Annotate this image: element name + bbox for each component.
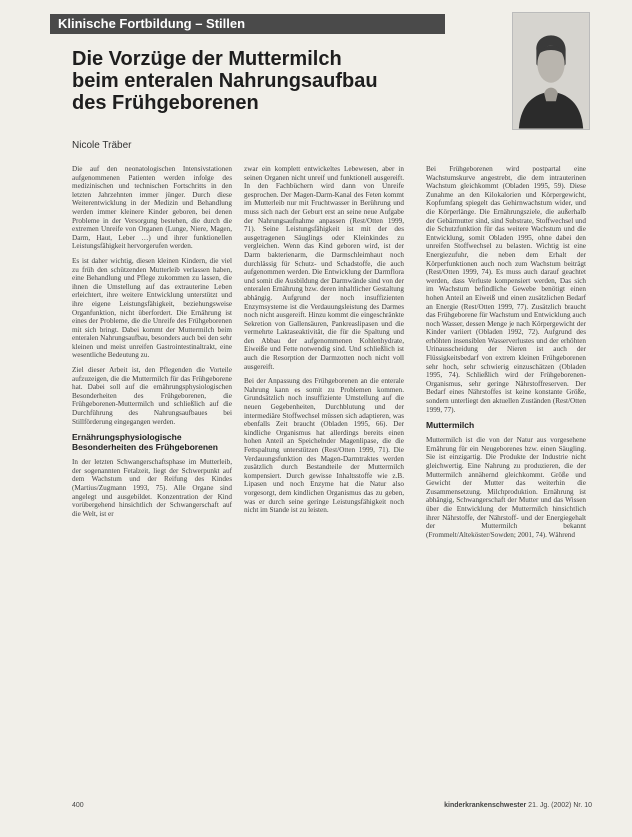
journal-citation	[444, 802, 592, 809]
body-paragraph: Bei Frühgeborenen wird postpartal eine Wachstumskurve angestrebt, die dem intrauterinen Wachstum gleichkommt (Obladen 1995, 59). Diese Zunahme an den Kilokalorien und Körpergewicht, Kopfumfang spiegelt das Gehirnwachstum wider, und die Körperlänge. Die Ernährungsziele, die außerhalb der Gebärmutter sind, sind Substrate, Stoffwechsel und die Schutzfunktion für das weitere Wachstum und die Entwicklung, somit Obladen 1995, ohne dabei den unreifen Stoffwechsel zu belasten. Wichtig ist eine Energiezufuhr, die neben dem Erhalt der Körperfunktionen auch noch zum Wachstum beiträgt (Rest/Otten 1999, 74). Es muss auch darauf geachtet werden, dass Verluste kompensiert werden, Das sich im Wachstum befindliche Gewebe benötigt einen hohen Anteil an Eiweiß und einen zusätzlichen Bedarf an Energie (Rest/Otten 1999, 77). Zusätzlich braucht das Frühgeborene für Wachstum und Entwicklung auch noch Wasser, dessen Menge je nach Körpergewicht der Kinder variiert (Obladen 1992, 72). Aufgrund des erhöhten insensiblen Wasserverlustes und der erhöhten Urinausscheidung der Nieren ist auch der Flüssigkeitsbedarf von extrem kleinen Frühgeborenen sehr hoch, sehr schwierig einzuschätzen (Obladen 1995, 74). Schließlich wird der Frühgeborenen-Organismus, sehr geringe Nährstoffreserven. Der Bedarf eines Nährstoffes ist keine konstante Größe, sondern unterliegt den aktuellen Zuständen (Rest/Otten 1999, 77).	[426, 165, 586, 414]
article-author: Nicole Träber	[72, 140, 132, 151]
author-portrait-image	[513, 13, 589, 129]
section-header	[50, 14, 445, 34]
body-paragraph: Bei der Anpassung des Frühgeborenen an die enterale Nahrung kann es somit zu Problemen kommen. Grundsätzlich noch insuffiziente Umstellung auf die neuen Gegebenheiten, Durchblutung und der intermediäre Stoffwechsel müssen sich adaptieren, was ebenfalls Zeit braucht (Obladen 1995, 66). Der kindliche Organismus hat allerdings bereits einen hohen Anteil an Speichelnder Magenlipase, die die Fettspaltung unterstützen (Rest/Otten 1999, 71). Die Verdauungsfunktion des Magen-Darmtraktes werden zusätzlich durch Bestandteile der Muttermilch kompensiert. Durch gewisse Inhaltsstoffe wie z.B. Lipasen und noch Enzyme hat die Natur also vorgesorgt, dem kindlichen Organismus das zu geben, was er durch seine geringe Leistungsfähigkeit noch nicht im Stande ist zu leisten.	[244, 377, 404, 515]
body-paragraph: Muttermilch ist die von der Natur aus vorgesehene Ernährung für ein Neugeborenes bzw. einen Säugling. Sie ist einzigartig. Die Produkte der Industrie nicht gleichwertig. Eine Nahrung zu produzieren, die der Muttermilch annähernd gleichkommt. Größe und Gewicht der Mutter das weiterhin die Zusammensetzung. Milchproduktion. Ernährung ist abhängig, Schwangerschaft der Mutter und das Wissen über die Entwicklung der Muttermilch hinsichtlich ihrer Nährstoffe, der Nährstoff- und der Energiegehalt der Muttermilch bekannt (Frommelt/Alteköster/Sowden; 2001, 74). Während	[426, 436, 586, 539]
article-title	[72, 48, 452, 114]
text-column-2	[244, 165, 404, 521]
body-paragraph: Die auf den neonatologischen Intensivstationen aufgenommenen Patienten werden infolge des medizinischen und technischen Fortschritts in den letzten Jahrzehnten immer jünger. Durch diese Weiterentwicklung in der Medizin und Behandlung werden immer kleinere Kinder geboren, bei denen Probleme in der Versorgung bestehen, die durch die extremen Unreife von Organen (Lunge, Niere, Magen, Darm, Haut, Leber …) und ihrer funktionellen Leistungsfähigkeit hervorgerufen werden.	[72, 165, 232, 251]
author-photo	[512, 12, 590, 130]
body-paragraph: Ziel dieser Arbeit ist, den Pflegenden die Vorteile aufzuzeigen, die die Muttermilch für das Frühgeborene hat. Dabei soll auf die ernährungsphysiologischen Besonderheiten des Frühgeborenen, die Frühgeborenen-Muttermilch und schließlich auf die Durchführung des Nahrungsaufbaues bei Stillförderung eingegangen werden.	[72, 366, 232, 426]
body-paragraph: zwar ein komplett entwickeltes Lebewesen, aber in seinen Organen nicht unreif und funktionell ausgereift. In den Fachbüchern wird dann von Unreife gesprochen. Der Magen-Darm-Kanal des Feten kommt im Mutterleib nur mit Fruchtwasser in Berührung und muss sich nach der Geburt erst an seine neue Aufgabe der Nahrungsaufnahme anpassen (Rest/Otten 1999, 71). Seine Leistungsfähigkeit ist mit der des ausgetragenen Säuglings oder Kleinkindes zu vergleichen. Wenn das Kind geboren wird, ist der Darm bakterienarm, die Darmschleimhaut noch durchlässig für Schutz- und Schadstoffe, die auch aufgenommen werden. Die Entwicklung der Darmflora und somit die Ausbildung der Darmwände sind von der enteralen Ernährung bzw. deren inhaltlicher Gestaltung abhängig. Aufgrund der noch insuffizienten Enzymsysteme ist die Verdauungsleistung des Darmes noch nicht ausgereift. Hinzu kommt die eingeschränkte Sekretion von Gallensäuren, Pankreaslipasen und die vermehrte Laktaseaktivität, die für die Spaltung und den Abbau der aufgenommenen Kohlenhydrate, Eiweiße und Fette notwendig sind. Und schließlich ist auch die Resorption der Darmzotten noch nicht voll ausgereift.	[244, 165, 404, 371]
section-title: Klinische Fortbildung – Stillen	[58, 16, 246, 31]
journal-issue: 21. Jg. (2002) Nr. 10	[526, 802, 592, 809]
article-title-line: des Frühgeborenen	[72, 92, 259, 114]
article-title-line: beim enteralen Nahrungsaufbau	[72, 70, 378, 92]
text-column-3	[426, 165, 586, 545]
article-title-line: Die Vorzüge der Muttermilch	[72, 48, 342, 70]
journal-name: kinderkrankenschwester	[444, 802, 527, 809]
subheading: Ernährungsphysiologische Besonderheiten des Frühgeborenen	[72, 432, 218, 453]
body-paragraph: In der letzten Schwangerschaftsphase im Mutterleib, der sogenannten Fetalzeit, liegt der Schwerpunkt auf dem Wachstum und der Reifung des Kindes (Martius/Zugmann 1993, 75). Alle Organe sind angelegt und ausgebildet. Konzentration der Kind vorübergehend hinsichtlich der Schwangerschaft auf die Welt, ist er	[72, 458, 232, 518]
body-paragraph: Es ist daher wichtig, diesen kleinen Kindern, die viel zu früh den schützenden Mutterleib verlassen haben, eine Behandlung und Pflege zukommen zu lassen, die ihnen die Umstellung auf das extrauterine Leben erleichtert, ihre weitere Entwicklung unterstützt und ihre eigene Leistungsfähigkeit, beziehungsweise Organfunktion, nicht überfordert. Die Ernährung ist eines der Probleme, die die Unreife des Frühgeborenen mit sich bringt. Dabei kommt der Muttermilch beim enteralen Nahrungsaufbau, besonders auch bei den sehr kleinen und meist unreifen Gastrointestinaltrakt, eine wesentliche Bedeutung zu.	[72, 256, 232, 360]
page-number: 400	[72, 802, 84, 809]
page-footer	[72, 802, 592, 814]
text-column-1	[72, 165, 232, 524]
subheading: Muttermilch	[426, 420, 475, 431]
